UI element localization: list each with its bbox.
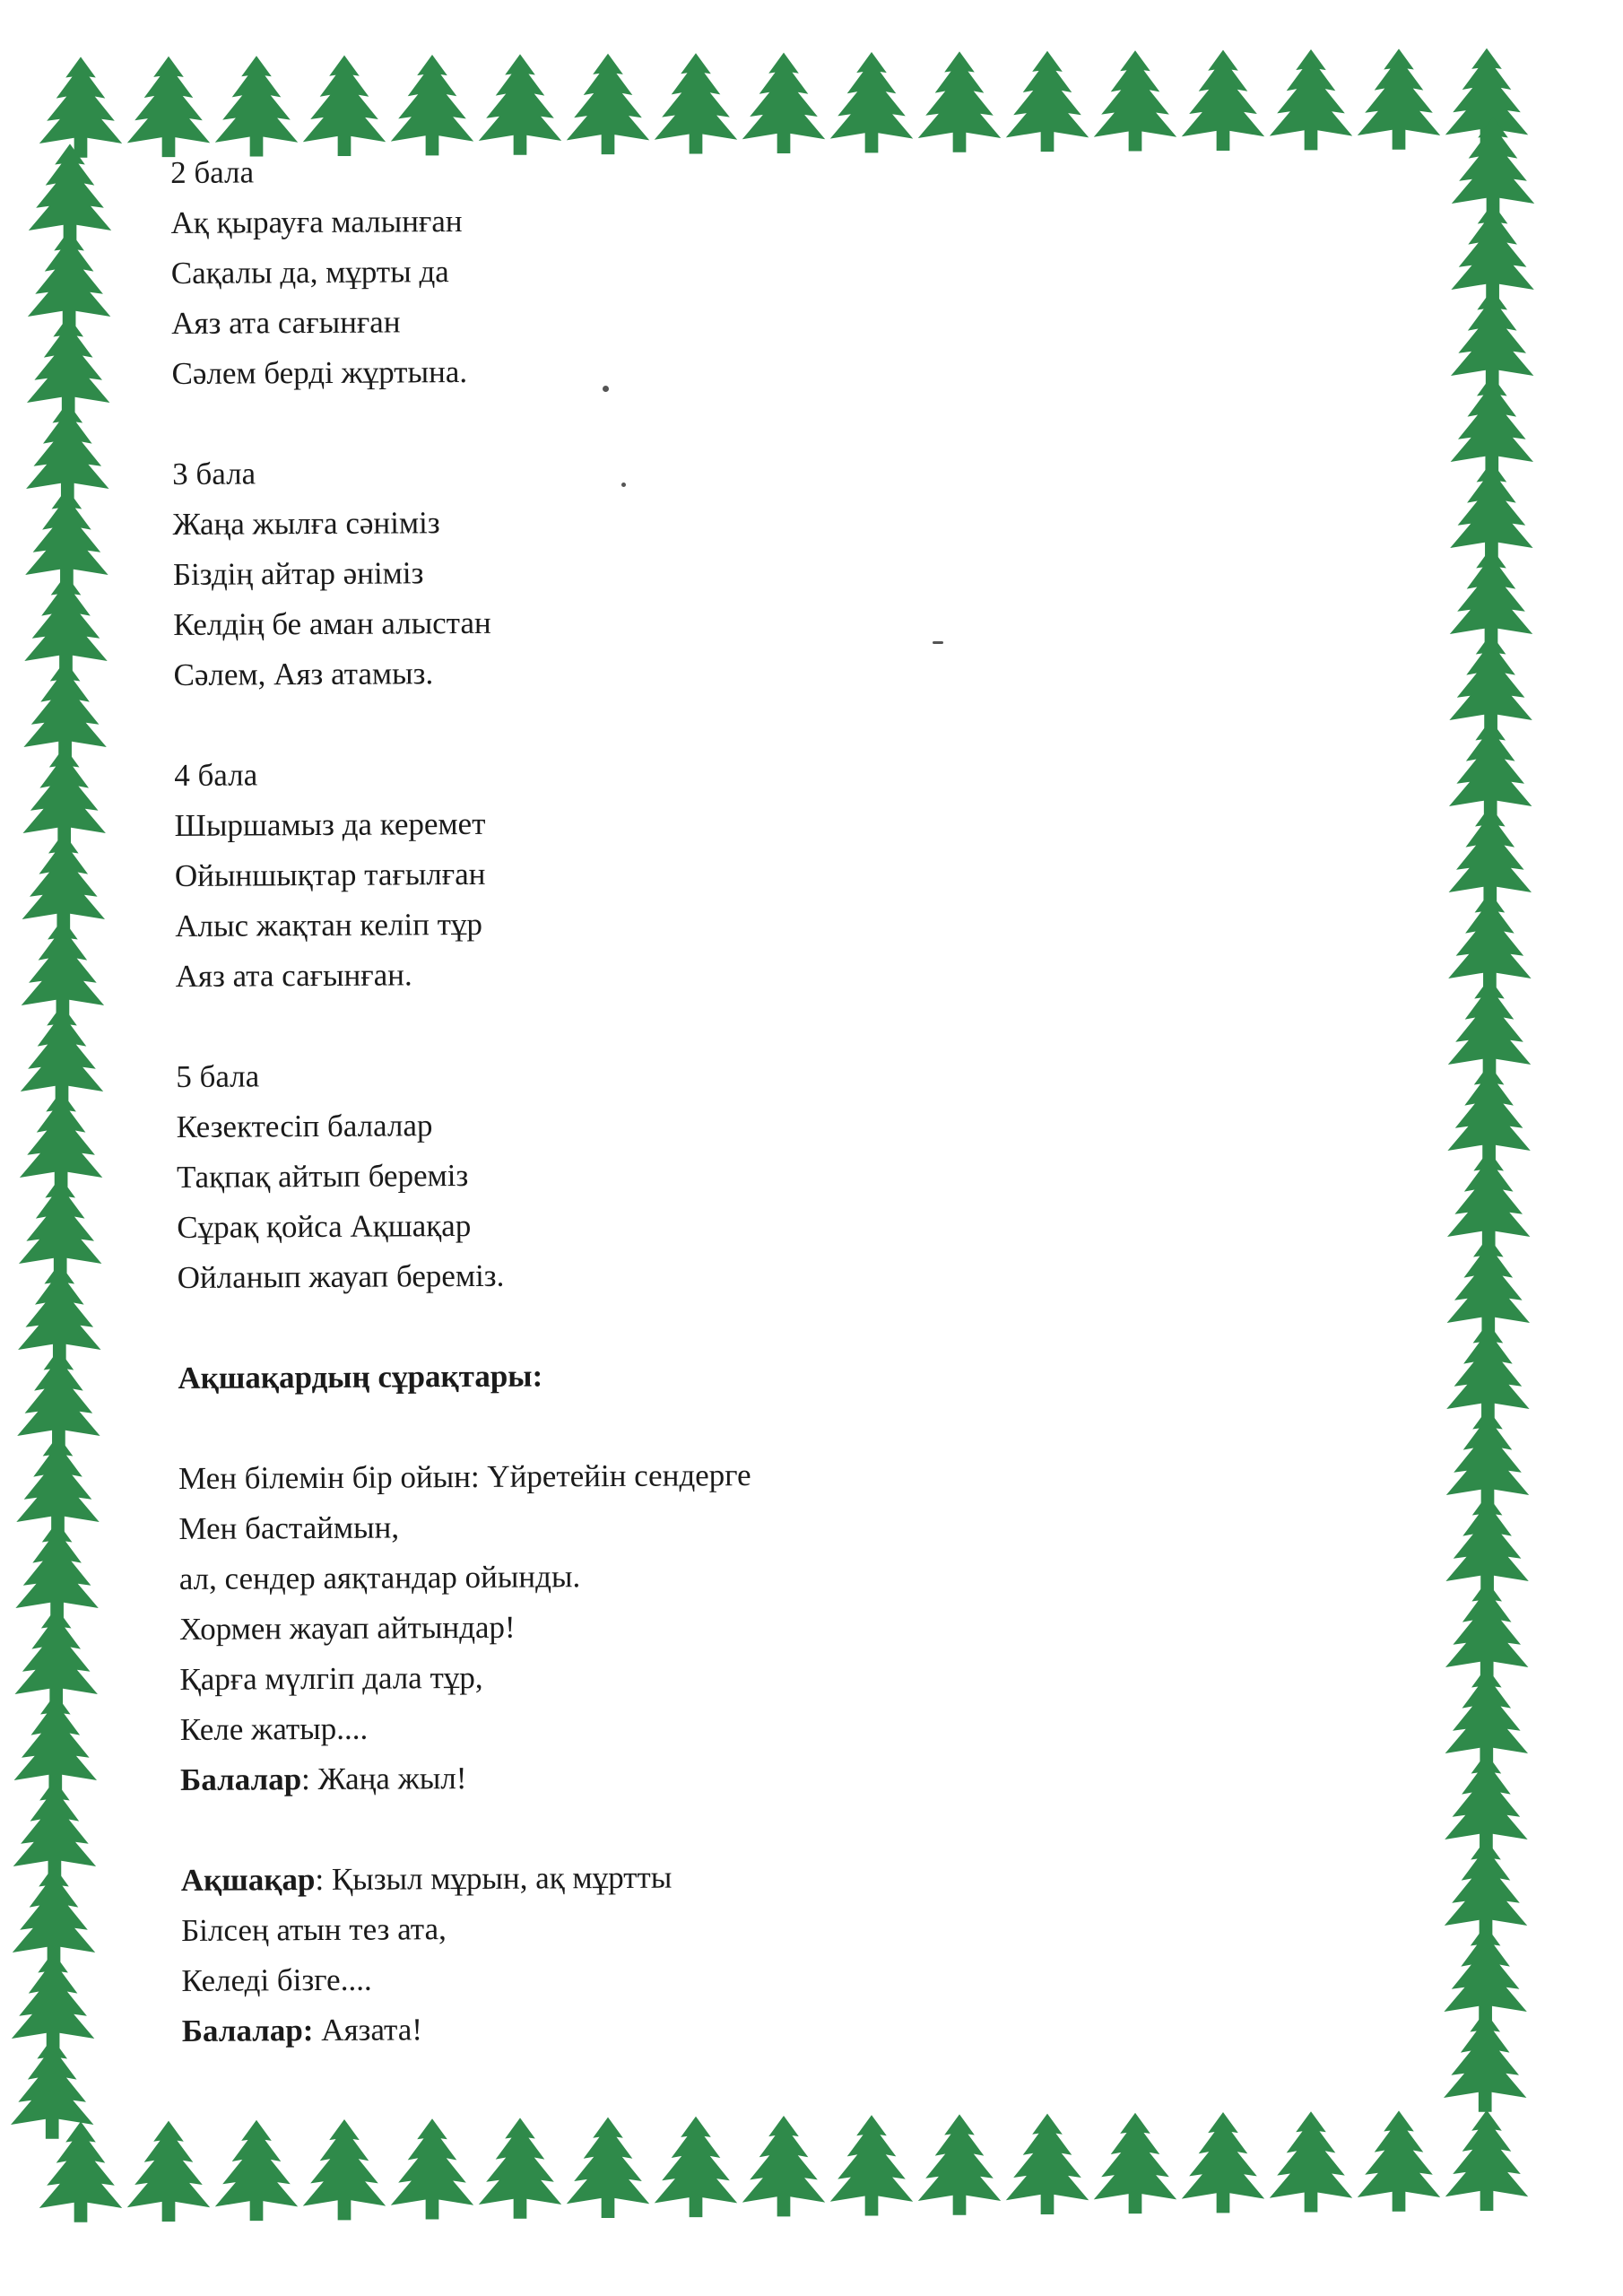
fir-tree-icon — [27, 316, 109, 416]
fir-tree-icon — [1182, 50, 1264, 151]
fir-tree-icon — [567, 54, 649, 154]
fir-tree-icon — [742, 2116, 825, 2216]
fir-tree-icon — [1006, 2114, 1089, 2214]
fir-tree-icon — [655, 53, 737, 153]
fir-tree-icon — [1445, 2110, 1528, 2211]
fir-tree-icon — [127, 57, 210, 157]
stanza-4 — [174, 744, 1395, 1002]
fir-tree-icon — [391, 55, 473, 155]
game-stanza — [178, 1447, 1400, 1805]
fir-tree-icon — [1448, 978, 1531, 1078]
fir-tree-icon — [25, 488, 108, 588]
fir-tree-icon — [830, 52, 913, 152]
fir-tree-icon — [23, 660, 106, 761]
fir-tree-icon — [479, 54, 561, 154]
answer-line — [182, 1999, 1402, 2057]
fir-tree-icon — [567, 2118, 649, 2218]
riddle-stanza — [181, 1848, 1402, 2057]
fir-tree-icon — [1448, 891, 1531, 992]
poem-line: Тақпақ айтып береміз — [176, 1157, 469, 1195]
poem-line: Біздің айтар әніміз — [172, 555, 424, 592]
poem-line: Ойыншықтар тағылған — [174, 856, 486, 893]
fir-tree-icon — [1182, 2112, 1264, 2213]
fir-tree-icon — [28, 230, 110, 330]
answer-text: Аязата! — [313, 2012, 423, 2048]
fir-tree-icon — [1445, 1580, 1528, 1681]
fir-tree-icon — [918, 2114, 1001, 2214]
fir-tree-icon — [26, 402, 108, 502]
fir-tree-icon — [29, 144, 111, 244]
fir-tree-icon — [1358, 48, 1440, 149]
fir-tree-icon — [39, 57, 122, 157]
fir-tree-icon — [1447, 1064, 1530, 1164]
stanza-3 — [172, 442, 1393, 700]
answer-text: : Жаңа жыл! — [300, 1761, 467, 1797]
fir-tree-icon — [1446, 1408, 1529, 1509]
poem-line: Қарға мүлгіп дала тұр, — [179, 1659, 483, 1697]
fir-tree-icon — [22, 832, 105, 933]
poem-line: Хормен жауап айтындар! — [178, 1609, 516, 1647]
answer-speaker: Балалар — [179, 1761, 302, 1797]
fir-tree-icon — [16, 1435, 99, 1535]
fir-tree-icon — [14, 1693, 97, 1794]
fir-tree-icon — [1445, 1839, 1527, 1939]
poem-line: Сақалы да, мұрты да — [170, 254, 449, 291]
fir-tree-icon — [1444, 2011, 1526, 2111]
poem-text — [170, 141, 1402, 2107]
fir-tree-icon — [1451, 289, 1533, 389]
poem-line: Аяз ата сағынған — [171, 304, 401, 341]
fir-tree-icon — [19, 1177, 101, 1277]
fir-tree-icon — [1447, 1150, 1530, 1250]
fir-tree-icon — [918, 51, 1001, 152]
poem-line: Келеді бізге.... — [181, 1961, 372, 1998]
fir-tree-icon — [1451, 375, 1533, 475]
poem-line: Жаңа жылға сәніміз — [172, 505, 440, 542]
fir-tree-icon — [1449, 719, 1532, 820]
fir-tree-icon — [479, 2118, 561, 2218]
poem-line: Ақ қырауға малынған — [170, 204, 463, 240]
fir-tree-icon — [1446, 1322, 1529, 1422]
fir-tree-icon — [21, 1004, 103, 1105]
poem-line: Мен бастаймын, — [178, 1509, 400, 1546]
answer-speaker: Балалар: — [181, 2013, 314, 2048]
fir-tree-icon — [15, 1607, 98, 1708]
poem-line: Білсең атын тез ата, — [181, 1911, 447, 1948]
fir-tree-icon — [17, 1349, 100, 1449]
fir-tree-icon — [1094, 50, 1176, 151]
poem-line: Кезектесіп балалар — [176, 1108, 433, 1144]
fir-tree-icon — [1270, 2111, 1352, 2212]
fir-tree-icon — [391, 2118, 473, 2219]
fir-tree-icon — [13, 1866, 95, 1966]
speaker-label: 2 бала — [170, 154, 255, 190]
poem-line: Шыршамыз да керемет — [174, 805, 486, 843]
fir-tree-icon — [1445, 1494, 1528, 1595]
speaker-label: 4 бала — [174, 757, 258, 793]
poem-line: Келе жатыр.... — [179, 1710, 369, 1747]
scan-speck — [933, 641, 943, 644]
fir-tree-icon — [1445, 1666, 1528, 1767]
speaker-label: 3 бала — [172, 456, 256, 491]
fir-tree-icon — [1449, 805, 1532, 906]
riddle-first-line — [181, 1848, 1401, 1906]
riddle-first-text: : Қызыл мұрын, ақ мұртты — [315, 1859, 673, 1898]
answer-line — [180, 1748, 1400, 1805]
fir-tree-icon — [23, 746, 106, 847]
scan-speck — [603, 386, 609, 392]
poem-line: Алыс жақтан келіп тұр — [175, 906, 483, 944]
fir-tree-icon — [1451, 203, 1533, 303]
fir-tree-icon — [1450, 461, 1532, 561]
fir-tree-icon — [1444, 1925, 1526, 2025]
fir-tree-icon — [18, 1263, 100, 1363]
fir-tree-icon — [1450, 547, 1532, 648]
poem-line: Сәлем берді жұртына. — [171, 353, 468, 391]
fir-tree-icon — [1447, 1236, 1530, 1336]
poem-line: Мен білемін бір ойын: Үйретейін сендерге — [178, 1457, 751, 1496]
speaker-label: 5 бала — [176, 1058, 260, 1094]
fir-tree-icon — [15, 1521, 98, 1622]
fir-tree-icon — [303, 56, 386, 156]
stanza-5 — [176, 1045, 1397, 1303]
questions-heading: Ақшақардың сұрақтары: — [178, 1358, 543, 1396]
fir-tree-icon — [655, 2117, 737, 2217]
poem-line: Келдің бе аман алыстан — [173, 604, 491, 642]
fir-tree-icon — [303, 2119, 386, 2220]
poem-line: Сұрақ қойса Ақшақар — [177, 1207, 472, 1245]
fir-tree-icon — [1094, 2113, 1176, 2213]
riddle-speaker: Ақшақар — [180, 1862, 316, 1898]
fir-tree-icon — [13, 1779, 96, 1880]
fir-tree-icon — [215, 56, 298, 156]
fir-tree-icon — [12, 1952, 94, 2052]
fir-tree-icon — [1006, 51, 1089, 152]
fir-tree-icon — [1445, 1752, 1527, 1853]
scan-speck — [621, 483, 626, 487]
fir-tree-icon — [127, 2121, 210, 2222]
fir-tree-icon — [742, 53, 825, 153]
poem-line: Ойланып жауап береміз. — [177, 1257, 505, 1295]
fir-tree-icon — [20, 1091, 102, 1191]
poem-line: ал, сендер аяқтандар ойынды. — [178, 1559, 581, 1596]
fir-tree-icon — [1449, 633, 1532, 734]
poem-line: Сәлем, Аяз атамыз. — [173, 656, 434, 692]
fir-tree-icon — [830, 2115, 913, 2215]
fir-tree-icon — [1270, 49, 1352, 150]
fir-tree-icon — [24, 574, 107, 674]
poem-line: Аяз ата сағынған. — [175, 957, 412, 994]
fir-tree-icon — [1358, 2110, 1440, 2211]
stanza-2 — [170, 141, 1392, 399]
fir-tree-icon — [22, 918, 104, 1019]
fir-tree-icon — [215, 2120, 298, 2221]
